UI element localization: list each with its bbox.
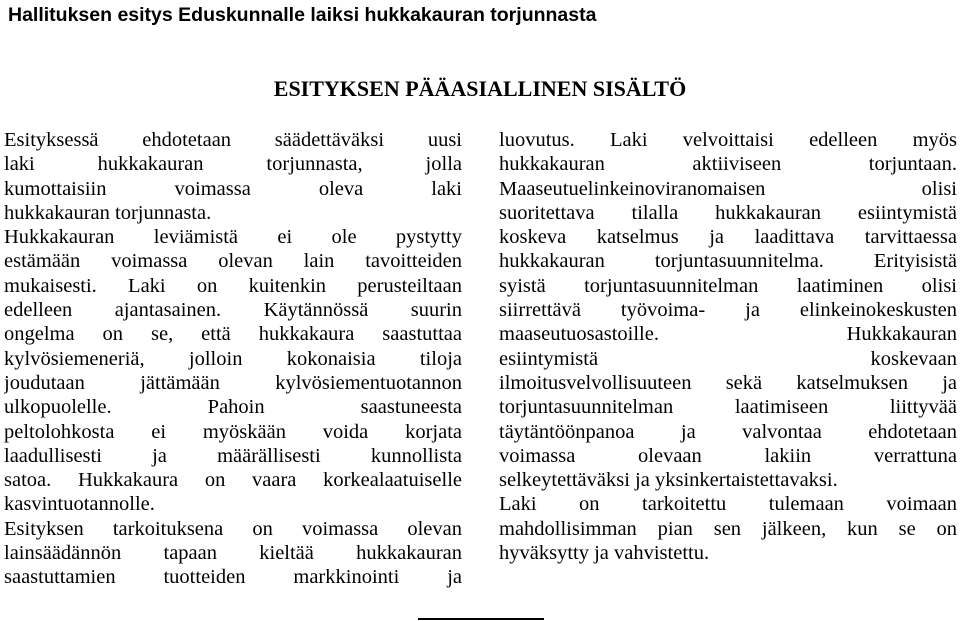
section-end-rule: [418, 618, 544, 620]
text-line: Maaseutuelinkeinoviranomaisen olisi: [499, 177, 957, 200]
text-line: suoritettava tilalla hukkakauran esiintymistä: [499, 201, 957, 224]
text-line: mahdollisimman pian sen jälkeen, kun se on: [499, 517, 957, 540]
text-line: mukaisesti. Laki on kuitenkin perusteiltaan: [4, 274, 462, 297]
text-line: Esityksen tarkoituksena on voimassa olevan: [4, 517, 462, 540]
text-line: ilmoitusvelvollisuuteen sekä katselmuksen ja: [499, 371, 957, 394]
text-line: laki hukkakauran torjunnasta, jolla: [4, 153, 462, 176]
text-line: torjuntasuunnitelman laatimiseen liittyvää: [499, 396, 957, 419]
text-line: syistä torjuntasuunnitelman laatiminen olisi: [499, 274, 957, 297]
text-line: hyväksytty ja vahvistettu.: [499, 542, 710, 565]
text-line: satoa. Hukkakaura on vaara korkealaatuiselle: [4, 469, 462, 492]
text-line: hukkakauran torjuntasuunnitelma. Erityisistä: [499, 250, 957, 273]
text-line: kumottaisiin voimassa oleva laki: [4, 177, 462, 200]
text-line: Hukkakauran leviämistä ei ole pystytty: [4, 226, 462, 249]
text-line: estämään voimassa olevan lain tavoitteiden: [4, 250, 462, 273]
text-line: koskeva katselmus ja laadittava tarvittaessa: [499, 226, 957, 249]
text-line: Laki on tarkoitettu tulemaan voimaan: [499, 493, 957, 516]
text-line: kasvintuotannolle.: [4, 493, 155, 516]
right-text-column: [499, 128, 957, 565]
left-text-column: [4, 128, 462, 590]
text-line: maaseutuosastoille. Hukkakauran: [499, 323, 957, 346]
text-line: täytäntöönpanoa ja valvontaa ehdotetaan: [499, 420, 957, 443]
text-line: esiintymistä koskevaan: [499, 347, 957, 370]
text-line: edelleen ajantasainen. Käytännössä suurin: [4, 299, 462, 322]
text-line: luovutus. Laki velvoittaisi edelleen myös: [499, 129, 957, 151]
section-heading: ESITYKSEN PÄÄASIALLINEN SISÄLTÖ: [273, 76, 687, 101]
text-line: lainsäädännön tapaan kieltää hukkakauran: [4, 542, 462, 565]
text-line: ongelma on se, että hukkakaura saastuttaa: [4, 323, 462, 346]
text-line: saastuttamien tuotteiden markkinointi ja: [4, 566, 462, 589]
text-line: joudutaan jättämään kylvösiementuotannon: [4, 371, 462, 394]
document-title: Hallituksen esitys Eduskunnalle laiksi hukkakauran torjunnasta: [8, 4, 597, 26]
text-line: hukkakauran aktiiviseen torjuntaan.: [499, 153, 957, 176]
text-line: peltolohkosta ei myöskään voida korjata: [4, 420, 462, 443]
text-line: selkeytettäväksi ja yksinkertaistettavaksi.: [499, 469, 838, 492]
text-line: siirrettävä työvoima- ja elinkeinokeskusten: [499, 299, 957, 322]
text-line: kylvösiemeneriä, jolloin kokonaisia tiloja: [4, 347, 462, 370]
text-line: hukkakauran torjunnasta.: [4, 201, 212, 224]
text-line: ulkopuolelle. Pahoin saastuneesta: [4, 396, 462, 419]
text-line: laadullisesti ja määrällisesti kunnollista: [4, 444, 462, 467]
text-line: Esityksessä ehdotetaan säädettäväksi uusi: [4, 129, 462, 151]
text-line: voimassa olevaan lakiin verrattuna: [499, 444, 957, 467]
